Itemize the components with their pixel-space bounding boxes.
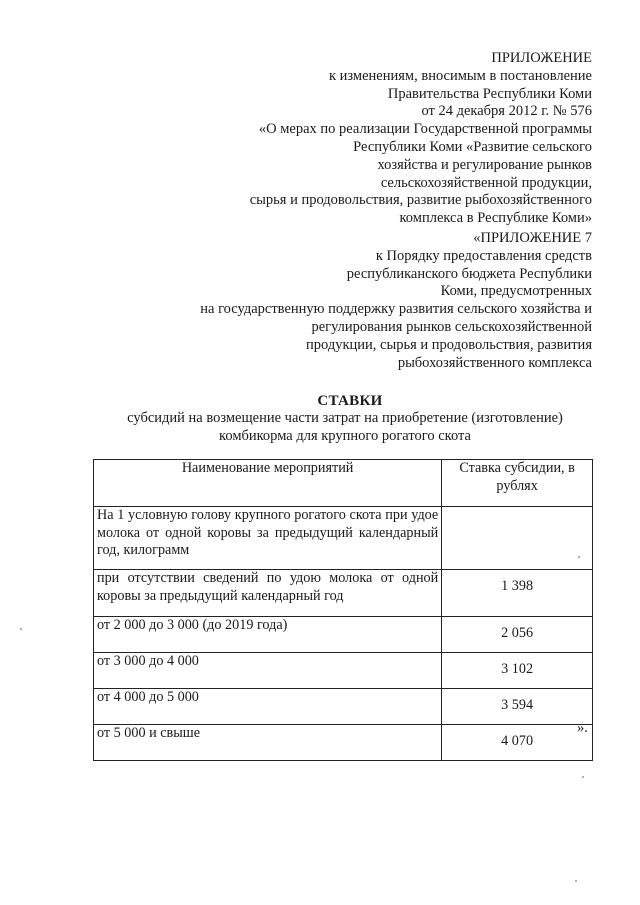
appendix-line: хозяйства и регулирование рынков	[377, 156, 592, 173]
row-name-cell: от 2 000 до 3 000 (до 2019 года)	[94, 617, 442, 653]
appendix-line: Республики Коми «Развитие сельского	[353, 138, 592, 155]
appendix-line: комплекса в Республике Коми»	[399, 210, 592, 227]
closing-quote: ».	[577, 720, 588, 736]
appendix-date-line: от 24 декабря 2012 г. № 576	[421, 103, 592, 120]
appendix-line: сельскохозяйственной продукции,	[380, 174, 592, 191]
row-rate-cell: 2 056	[442, 617, 593, 653]
appendix-7-line: Коми, предусмотренных	[440, 283, 592, 300]
header-activity-name: Наименование мероприятий	[94, 460, 442, 507]
appendix-7-line: к Порядку предоставления средств	[375, 247, 592, 264]
appendix-7-line: республиканского бюджета Республики	[346, 265, 592, 282]
scan-speck	[578, 556, 580, 558]
document-subtitle	[95, 410, 595, 446]
row-rate-cell: 1 398	[442, 570, 593, 617]
row-name-cell: от 5 000 и свыше	[94, 725, 442, 761]
table-row	[94, 617, 593, 653]
appendix-line: к изменениям, вносимым в постановление	[328, 67, 592, 84]
scan-speck	[20, 628, 22, 630]
table-header-row	[94, 460, 593, 507]
document-title: СТАВКИ	[317, 393, 383, 409]
row-name-cell: от 4 000 до 5 000	[94, 689, 442, 725]
table-row	[94, 653, 593, 689]
rates-table	[93, 459, 593, 761]
appendix-line: «О мерах по реализации Государственной программы	[258, 121, 592, 138]
appendix-7-line: регулирования рынков сельскохозяйственной	[311, 318, 592, 335]
appendix-7-line: на государственную поддержку развития сельского хозяйства и	[200, 301, 592, 318]
table-row	[94, 689, 593, 725]
subtitle-line-2: комбикорма для крупного рогатого скота	[219, 427, 471, 444]
scan-speck	[582, 776, 584, 778]
row-rate-cell: 3 594	[442, 689, 593, 725]
table-row	[94, 507, 593, 570]
row-name-cell: при отсутствии сведений по удою молока от одной коровы за предыдущий календарный год	[94, 570, 442, 617]
appendix-7-header	[200, 230, 592, 372]
appendix-header	[250, 50, 592, 228]
appendix-title: ПРИЛОЖЕНИЕ	[491, 50, 592, 66]
appendix-line: Правительства Республики Коми	[387, 85, 592, 102]
row-name-cell: от 3 000 до 4 000	[94, 653, 442, 689]
row-rate-cell: 4 070	[442, 725, 593, 761]
appendix-7-line: рыбохозяйственного комплекса	[397, 354, 592, 371]
row-rate-cell: 3 102	[442, 653, 593, 689]
appendix-7-line: продукции, сырья и продовольствия, развития	[306, 336, 592, 353]
subtitle-line-1: субсидий на возмещение части затрат на приобретение (изготовление)	[127, 410, 563, 426]
row-name-cell: На 1 условную голову крупного рогатого скота при удое молока от одной коровы за предыдущий календарный год, килограмм	[94, 507, 442, 570]
table-row	[94, 725, 593, 761]
appendix-7-title: «ПРИЛОЖЕНИЕ 7	[473, 230, 592, 246]
header-subsidy-rate: Ставка субсидии, в рублях	[442, 460, 593, 507]
table-row	[94, 570, 593, 617]
row-rate-cell	[442, 507, 593, 570]
scan-speck	[575, 880, 577, 882]
appendix-line: сырья и продовольствия, развитие рыбохозяйственного	[249, 192, 592, 209]
